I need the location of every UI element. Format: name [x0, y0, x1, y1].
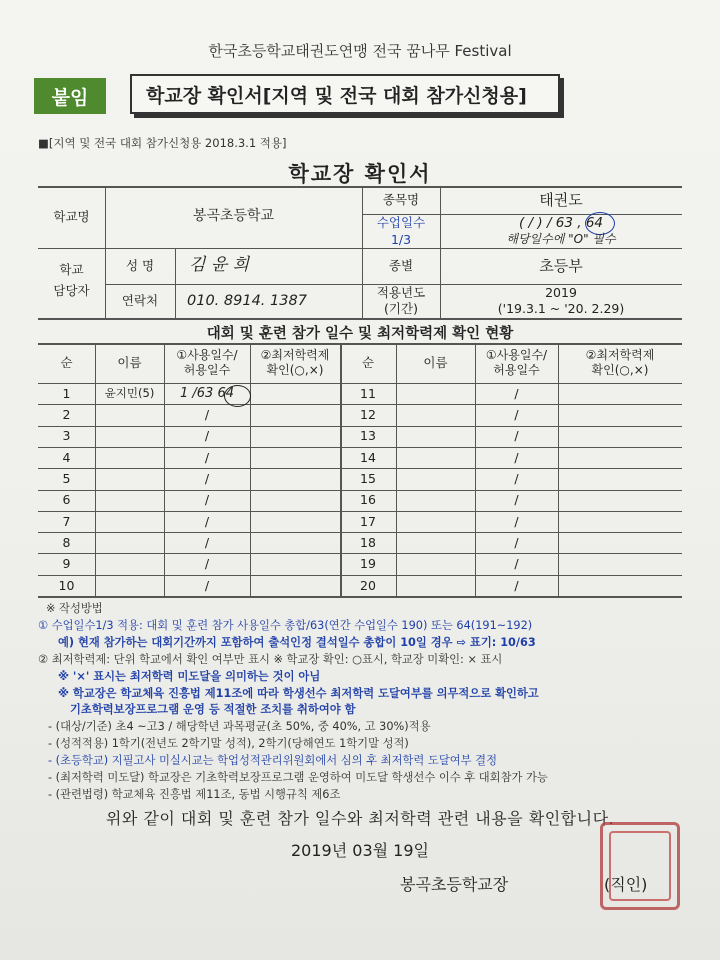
- note-5: - (성적적용) 1학기(전년도 2학기말 성적), 2학기(당해연도 1학기말 성적): [48, 737, 409, 750]
- contact-value: 010. 8914. 1387: [187, 292, 307, 309]
- row-no: 4: [62, 449, 71, 465]
- row-days: /: [204, 534, 210, 550]
- circle-mark-row1: [224, 385, 251, 407]
- row-no: 15: [360, 471, 376, 487]
- row-days: /: [204, 577, 210, 593]
- note-1b: 예) 현재 참가하는 대회기간까지 포함하여 출석인정 결석일수 총합이 10일 경우 ⇨ 표기: 10/63: [58, 636, 536, 649]
- row-days: /: [514, 534, 519, 550]
- row-name: [95, 511, 164, 532]
- row-days: /: [514, 407, 519, 423]
- row-days: /: [514, 492, 519, 508]
- row-name: [95, 426, 164, 447]
- row-name: [95, 447, 164, 468]
- row-name: [95, 404, 164, 425]
- manager-label-2: 담당자: [53, 283, 90, 299]
- school-label: 학교명: [53, 209, 90, 225]
- attachment-badge: 붙임: [34, 78, 106, 114]
- doc-title: 학교장 확인서: [288, 162, 432, 186]
- row-no: 9: [62, 556, 71, 572]
- contact-label: 연락처: [121, 293, 159, 309]
- row-no: 13: [360, 428, 376, 444]
- row-days: /: [514, 385, 519, 401]
- seal-label: (직인): [604, 875, 648, 894]
- note-3a: ※ 학교장은 학교체육 진흥법 제11조에 따라 학생선수 최저학력 도달여부를 의무적으로 확인하고: [58, 687, 539, 700]
- col-days-left: ①사용일수/ 허용일수: [176, 348, 238, 377]
- row-name: [95, 490, 164, 511]
- year-label-1: 적용년도: [376, 285, 426, 301]
- year-label-2: (기간): [384, 301, 418, 317]
- note-2a: ② 최저학력제: 단위 학교에서 확인 여부만 표시 ※ 학교장 확인: ○표시, 학교장 미확인: × 표시: [38, 653, 503, 666]
- row-days: /: [204, 449, 210, 465]
- row-days: 1 /63 64: [180, 385, 234, 401]
- year-value: 2019: [545, 285, 577, 301]
- event-label: 종목명: [382, 192, 420, 208]
- col-days-right: ①사용일수/ 허용일수: [485, 348, 548, 377]
- note-1a: ① 수업일수1/3 적용: 대회 및 훈련 참가 사용일수 총합/63(연간 수업일수 190) 또는 64(191~192): [38, 619, 533, 632]
- note-7: - (최저학력 미도달) 학교장은 기초학력보장프로그램 운영하여 미도달 학생선수 이수 후 대회참가 가능: [48, 771, 548, 784]
- row-name: 윤지민(5): [104, 386, 155, 401]
- notes-heading: ※ 작성방법: [46, 602, 103, 615]
- col-name-left: 이름: [117, 355, 142, 371]
- status-section-title: 대회 및 훈련 참가 일수 및 최저학력제 확인 현황: [206, 326, 514, 342]
- row-no: 16: [360, 492, 376, 508]
- row-days: /: [204, 471, 210, 487]
- row-days: /: [514, 428, 519, 444]
- manager-label-1: 학교: [59, 262, 84, 278]
- row-days: /: [204, 556, 210, 572]
- document-heading: 학교장 확인서[지역 및 전국 대회 참가신청용]: [130, 74, 560, 114]
- row-no: 1: [62, 385, 71, 401]
- row-no: 17: [360, 513, 376, 529]
- days-note: 해당일수에 "O" 필수: [506, 232, 616, 246]
- col-check-left: ②최저학력제 확인(○,×): [260, 348, 330, 377]
- row-no: 3: [62, 428, 71, 444]
- row-no: 10: [58, 577, 75, 593]
- event-value: 태권도: [539, 190, 583, 209]
- days-label-2: 1/3: [390, 232, 412, 248]
- row-no: 12: [360, 407, 376, 423]
- row-no: 11: [360, 385, 376, 401]
- form-version-note: ■[지역 및 전국 대회 참가신청용 2018.3.1 적용]: [38, 136, 287, 150]
- official-seal-stamp: [600, 822, 680, 910]
- row-name: [95, 553, 164, 574]
- row-no: 20: [360, 577, 376, 593]
- row-days: /: [204, 513, 210, 529]
- row-name: [95, 575, 164, 596]
- row-name: [95, 532, 164, 553]
- organizer-line: 한국초등학교태권도연맹 전국 꿈나무 Festival: [208, 42, 512, 60]
- note-3b: 기초학력보장프로그램 운영 등 적절한 조치를 취하여야 함: [70, 703, 356, 716]
- note-8: - (관련법령) 학교체육 진흥법 제11조, 동법 시행규칙 제6조: [48, 788, 341, 801]
- issue-date: 2019년 03월 19일: [291, 841, 429, 860]
- division-value: 초등부: [539, 256, 583, 275]
- row-days: /: [514, 471, 519, 487]
- col-no-left: 순: [60, 355, 73, 371]
- note-6: - (초등학교) 지필고사 미실시교는 학업성적관리위원회에서 심의 후 최저학력 도달여부 결정: [48, 754, 497, 767]
- row-no: 2: [62, 407, 71, 423]
- row-days: /: [514, 577, 519, 593]
- row-days: /: [204, 492, 210, 508]
- row-days: /: [514, 513, 519, 529]
- row-days: /: [514, 449, 519, 465]
- row-no: 8: [62, 534, 71, 550]
- row-no: 19: [360, 556, 376, 572]
- name-label: 성 명: [125, 258, 155, 274]
- note-4: - (대상/기준) 초4 ~고3 / 해당학년 과목평균(초 50%, 중 40%, 고 30%)적용: [48, 720, 431, 733]
- period-value: ('19.3.1 ~ '20. 2.29): [497, 301, 625, 317]
- row-no: 7: [62, 513, 71, 529]
- days-value: ( / ) / 63 , 64: [518, 214, 604, 231]
- row-no: 5: [62, 471, 71, 487]
- row-name: [95, 468, 164, 489]
- row-days: /: [514, 556, 519, 572]
- col-name-right: 이름: [423, 355, 448, 371]
- row-days: /: [204, 428, 210, 444]
- manager-name: 김 윤 희: [189, 255, 250, 276]
- confirmation-statement: 위와 같이 대회 및 훈련 참가 일수와 최저학력 관련 내용을 확인합니다.: [105, 809, 615, 828]
- days-label-1: 수업일수: [376, 215, 426, 231]
- principal-name: 봉곡초등학교장: [400, 875, 509, 894]
- row-no: 6: [62, 492, 71, 508]
- col-no-right: 순: [361, 355, 375, 371]
- division-label: 종별: [388, 258, 414, 274]
- row-no: 14: [360, 449, 376, 465]
- school-name: 봉곡초등학교: [192, 208, 275, 225]
- row-days: /: [204, 407, 210, 423]
- col-check-right: ②최저학력제 확인(○,×): [585, 348, 655, 377]
- row-no: 18: [360, 534, 376, 550]
- note-2b: ※ '×' 표시는 최저학력 미도달을 의미하는 것이 아님: [58, 670, 321, 683]
